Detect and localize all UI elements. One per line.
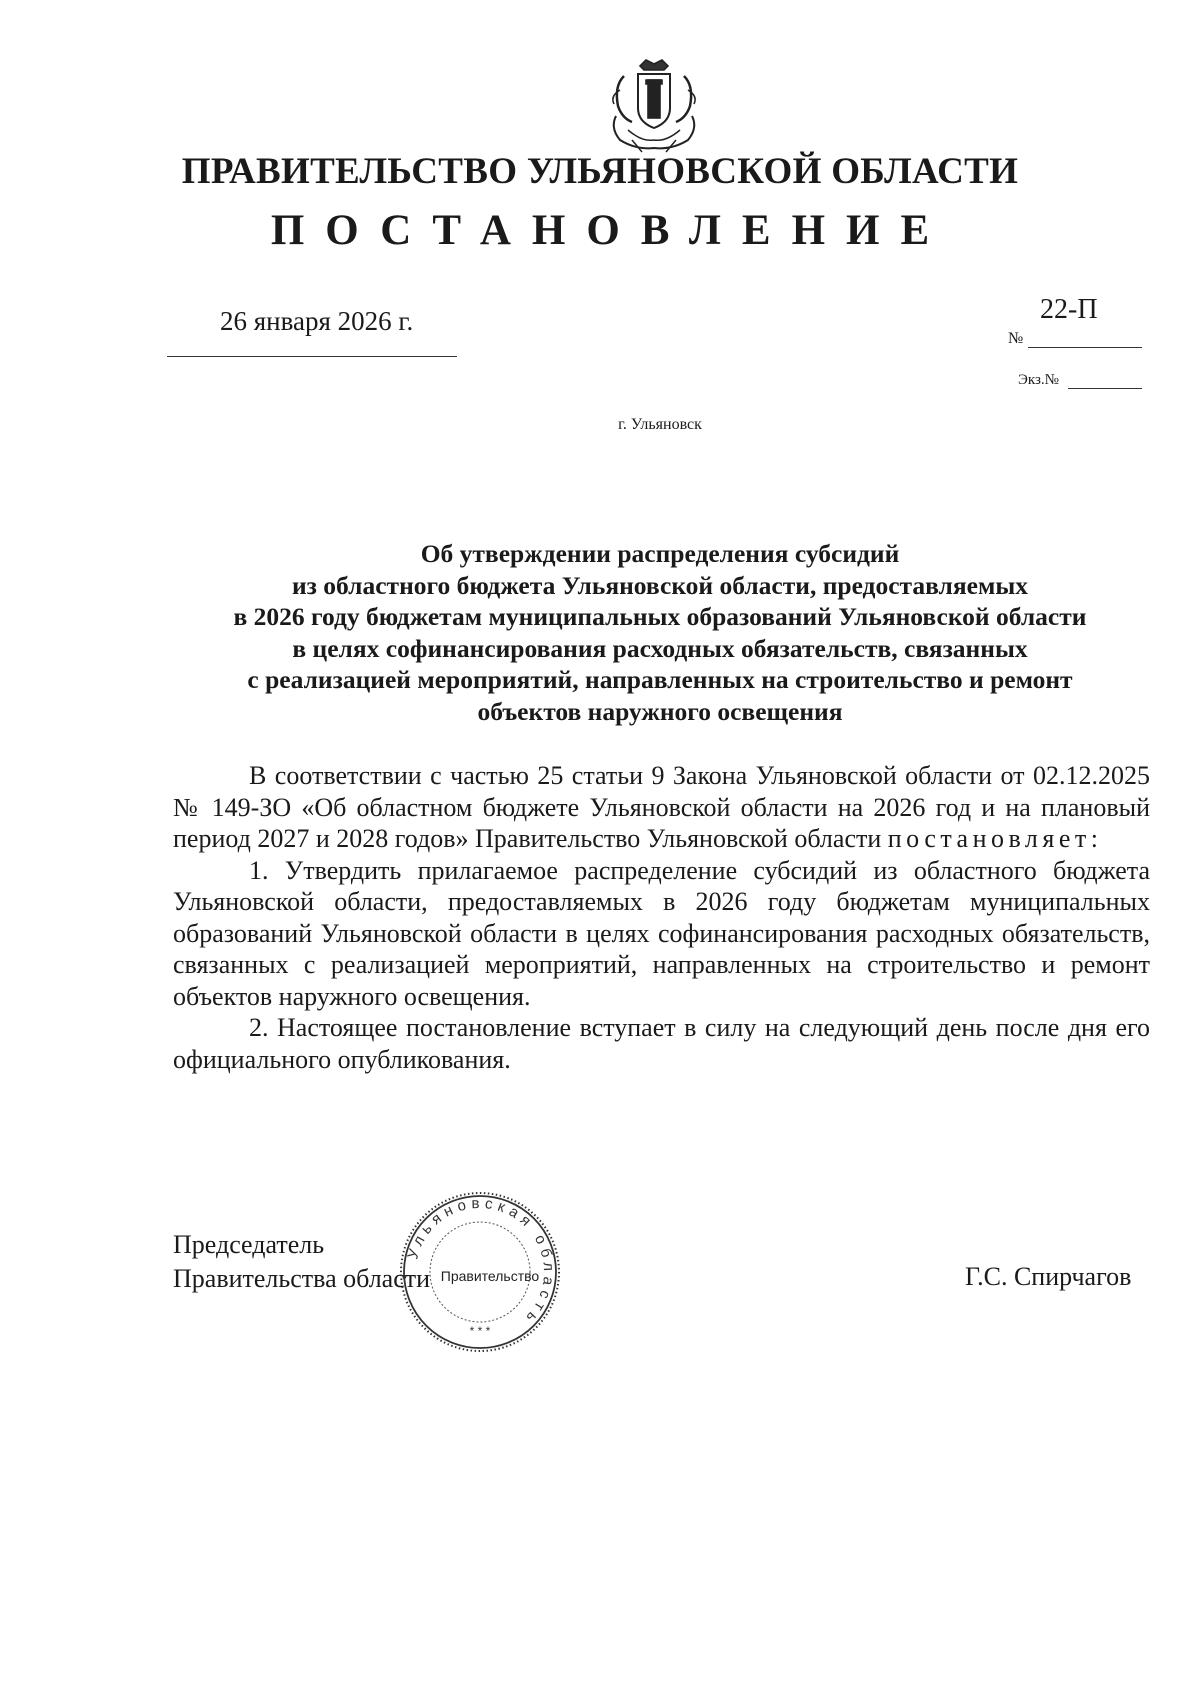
signatory-name: Г.С. Спирчагов — [965, 1262, 1132, 1291]
paragraph-preamble — [173, 760, 1150, 855]
copy-number-underline — [1068, 388, 1142, 389]
paragraph-item-1: 1. Утвердить прилагаемое распределение субсидий из областного бюджета Ульяновской области, предоставляемых в 2026 году бюджетам муниципальных образований Ульяновской области в целях софинансирования расходных обязательств, связанных с реализацией мероприятий, направленных на строительство и ремонт объектов наружного освещения. — [173, 855, 1150, 1011]
paragraph-item-2: 2. Настоящее постановление вступает в силу на следующий день после дня его официального опубликования. — [173, 1013, 1150, 1074]
svg-text:* * *: * * * — [469, 1324, 491, 1338]
heading-line: в целях софинансирования расходных обязательств, связанных — [292, 633, 1028, 663]
preamble-text: В соответствии с частью 25 статьи 9 Закона Ульяновской области от 02.12.2025 № 149-ЗО «Об областном бюджете Ульяновской области на 2026 год и на плановый период 2027 и 2028 годов» Правительство Ульяновской области — [173, 761, 1150, 853]
resolves-word: постановляет: — [887, 824, 1103, 853]
copy-number-prefix: Экз.№ — [1018, 372, 1059, 388]
svg-text:Ульяновская область: Ульяновская область — [404, 1194, 558, 1330]
government-title: ПРАВИТЕЛЬСТВО УЛЬЯНОВСКОЙ ОБЛАСТИ — [181, 151, 1019, 192]
heading-line: с реализацией мероприятий, направленных на строительство и ремонт — [247, 665, 1073, 694]
document-body — [173, 760, 1150, 1075]
date-underline — [167, 356, 457, 357]
document-date: 26 января 2026 г. — [220, 306, 414, 336]
number-prefix: № — [1008, 330, 1024, 347]
number-underline — [1028, 347, 1142, 348]
coat-of-arms-emblem — [602, 56, 706, 154]
signatory-title-line: Правительства области — [173, 1264, 431, 1293]
document-type-title: ПОСТАНОВЛЕНИЕ — [270, 207, 951, 254]
document-number: 22-П — [1040, 294, 1098, 325]
document-city: г. Ульяновск — [618, 416, 702, 433]
heading-line: объектов наружного освещения — [477, 696, 843, 726]
seal-center-text: Правительство — [440, 1268, 540, 1284]
heading-line: Об утверждении распределения субсидий — [420, 539, 900, 568]
document-heading — [140, 538, 1180, 727]
signatory-title — [173, 1228, 430, 1296]
heading-line: в 2026 году бюджетам муниципальных образований Ульяновской области — [233, 602, 1087, 631]
signatory-title-line: Председатель — [173, 1230, 325, 1259]
heading-line: из областного бюджета Ульяновской области, предоставляемых — [291, 570, 1028, 600]
